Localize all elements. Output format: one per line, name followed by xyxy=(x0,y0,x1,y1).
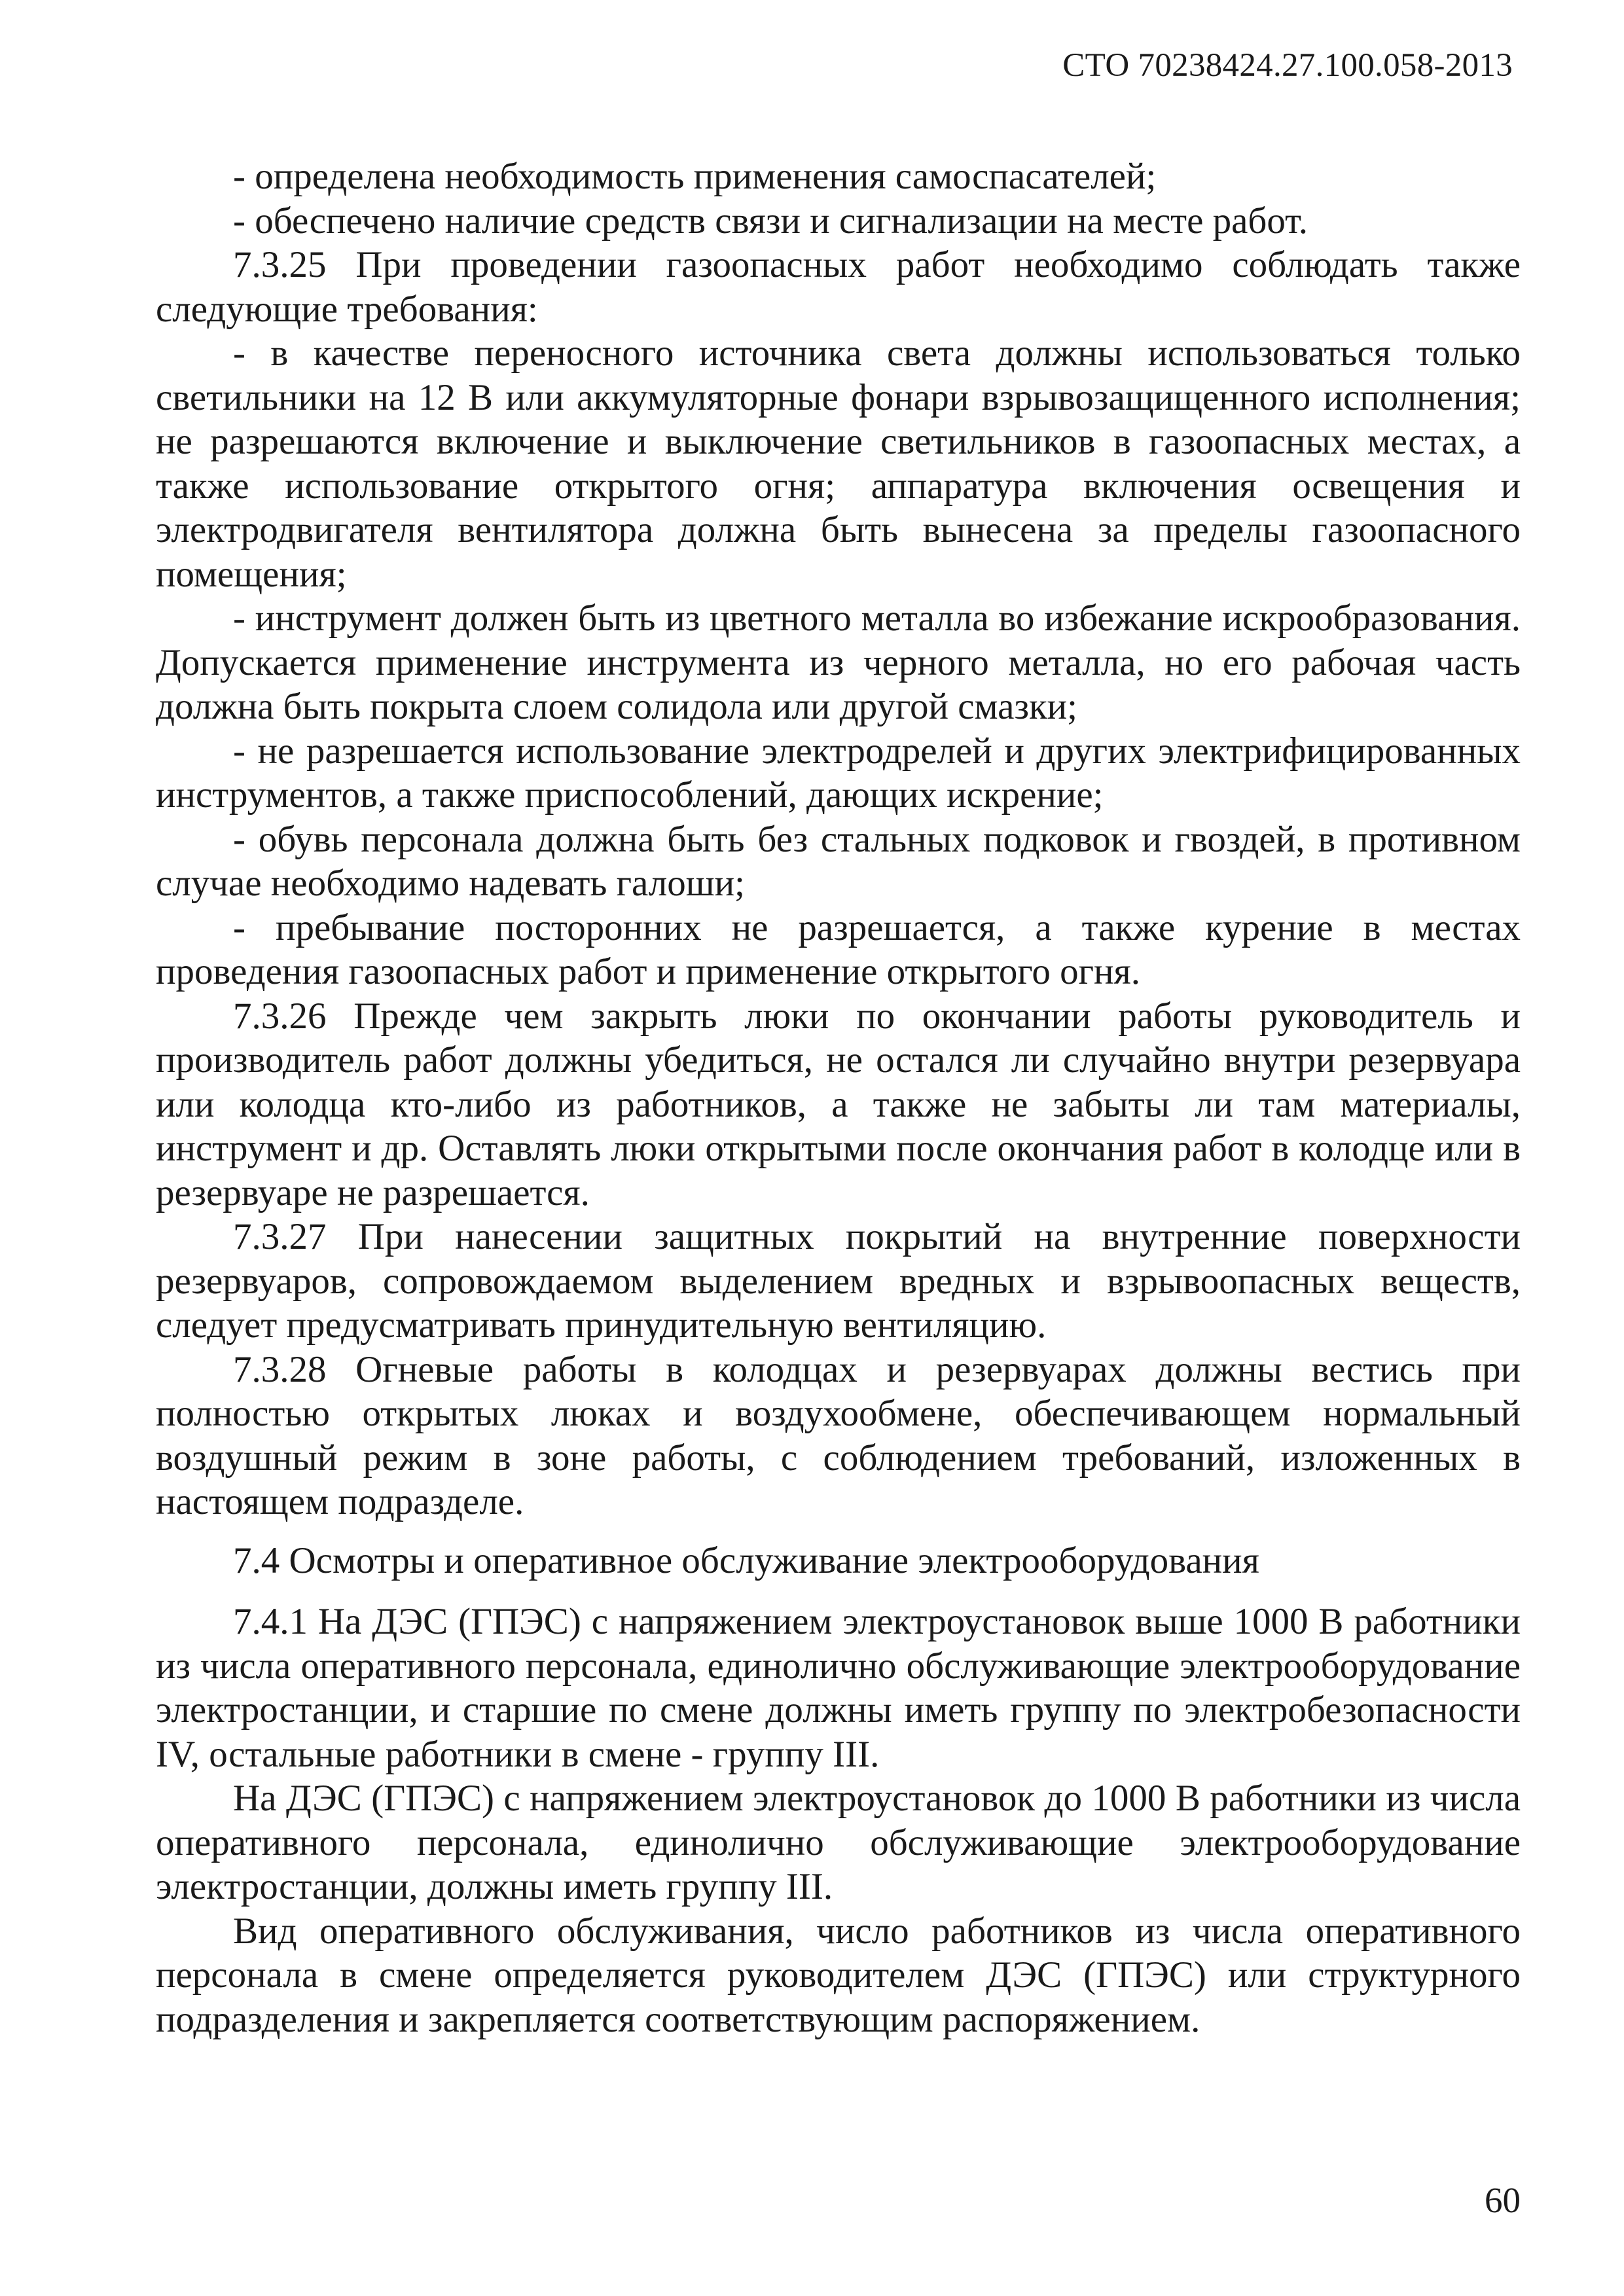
section-heading-7-4: 7.4 Осмотры и оперативное обслуживание электрооборудования xyxy=(233,1539,1259,1581)
list-item-communication: - обеспечено наличие средств связи и сигнализации на месте работ. xyxy=(233,200,1308,242)
list-item-lighting: - в качестве переносного источника света должны использоваться только светильники на 12 В или аккумуляторные фонари взрывозащищенного исполнения; не разрешаются включение и выключение светильников в газоопасных местах, а также использование открытого огня; аппаратура включения освещения и электродвигателя вентилятора должна быть вынесена за пределы газоопасного помещения; xyxy=(156,332,1521,595)
clause-7-3-28: 7.3.28 Огневые работы в колодцах и резервуарах должны вестись при полностью открытых люках и воздухообмене, обеспечивающем нормальный воздушный режим в зоне работы, с соблюдением требований, изложенных в настоящем подразделе. xyxy=(156,1348,1521,1522)
clause-7-4-1: 7.4.1 На ДЭС (ГПЭС) с напряжением электроустановок выше 1000 В работники из числа оперативного персонала, единолично обслуживающие электрооборудование электростанции, и старшие по смене должны иметь группу по электробезопасности IV, остальные работники в смене - группу III. xyxy=(156,1601,1521,1775)
page-number: 60 xyxy=(1485,2180,1521,2220)
clause-7-3-27: 7.3.27 При нанесении защитных покрытий на внутренние поверхности резервуаров, сопровождаемом выделением вредных и взрывоопасных веществ, следует предусматривать принудительную вентиляцию. xyxy=(156,1216,1521,1346)
clause-7-3-25: 7.3.25 При проведении газоопасных работ необходимо соблюдать также следующие требования: xyxy=(156,244,1521,330)
clause-7-3-26: 7.3.26 Прежде чем закрыть люки по окончании работы руководитель и производитель работ должны убедиться, не остался ли случайно внутри резервуара или колодца кто-либо из работников, а также не забыты ли там материалы, инструмент и др. Оставлять люки открытыми после окончания работ в колодце или в резервуаре не разрешается. xyxy=(156,995,1521,1213)
list-item-tools: - инструмент должен быть из цветного металла во избежание искрообразования. Допускается применение инструмента из черного металла, но его рабочая часть должна быть покрыта слоем солидола или другой смазки; xyxy=(156,598,1521,727)
paragraph-service-type: Вид оперативного обслуживания, число работников из числа оперативного персонала в смене определяется руководителем ДЭС (ГПЭС) или структурного подразделения и закрепляется соответствующим распоряжением. xyxy=(156,1910,1521,2040)
document-code: СТО 70238424.27.100.058-2013 xyxy=(1062,47,1513,84)
list-item-outsiders: - пребывание посторонних не разрешается, а также курение в местах проведения газоопасных работ и применение открытого огня. xyxy=(156,906,1521,992)
page-body xyxy=(156,154,1521,2041)
list-item-electric-drills: - не разрешается использование электродрелей и других электрифицированных инструментов, а также приспособлений, дающих искрение; xyxy=(156,730,1521,816)
paragraph-low-voltage: На ДЭС (ГПЭС) с напряжением электроустановок до 1000 В работники из числа оперативного персонала, единолично обслуживающие электрооборудование электростанции, должны иметь группу III. xyxy=(156,1778,1521,1907)
list-item-footwear: - обувь персонала должна быть без стальных подковок и гвоздей, в противном случае необходимо надевать галоши; xyxy=(156,818,1521,904)
list-item-self-rescuers: - определена необходимость применения самоспасателей; xyxy=(233,156,1157,197)
